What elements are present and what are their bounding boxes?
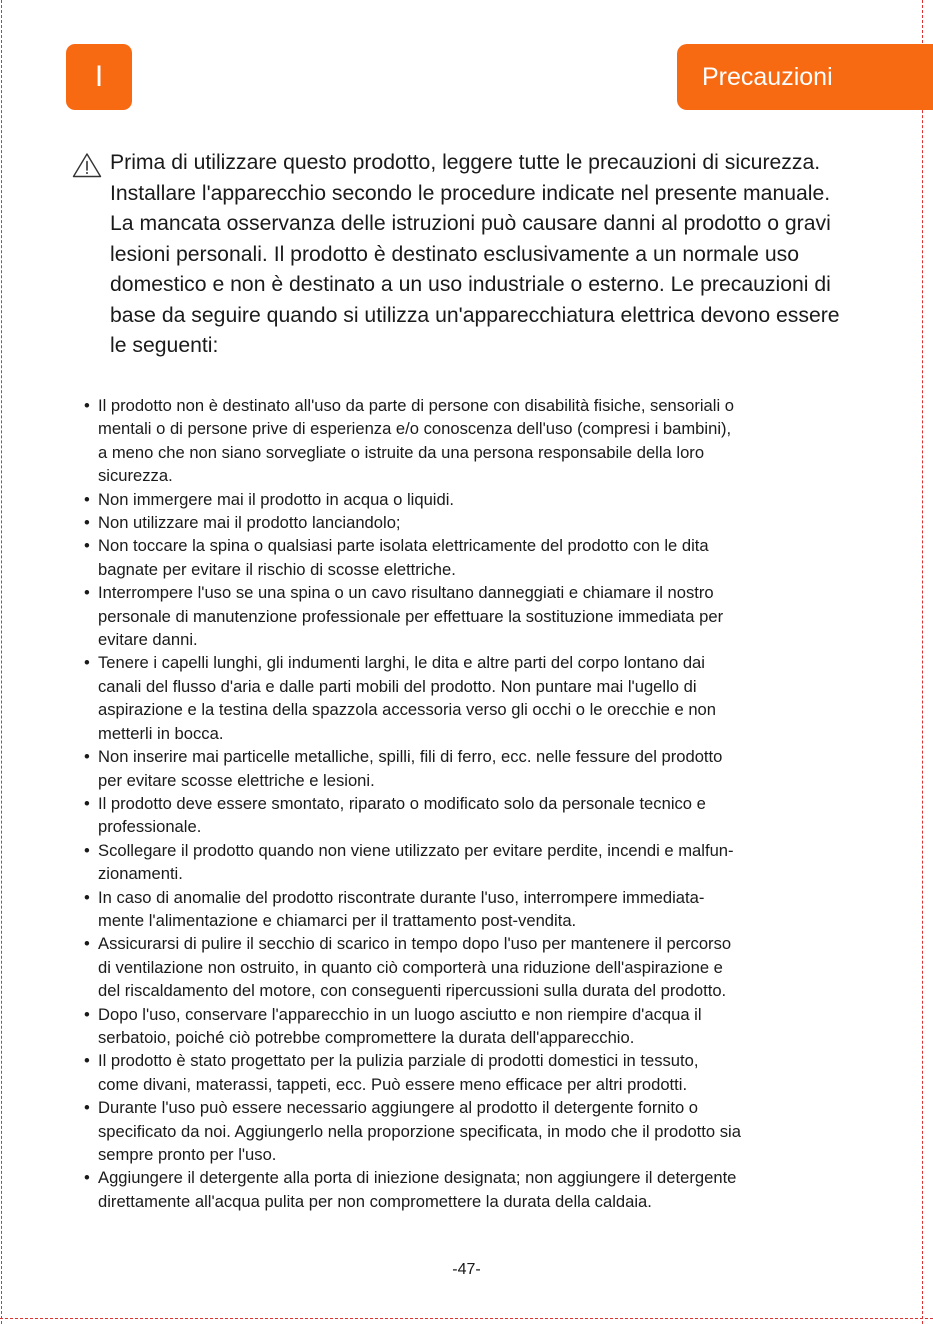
- precaution-item: • Durante l'uso può essere necessario aggiungere al prodotto il detergente fornito o specificato da noi. Aggiungerlo nella proporzione specificata, in modo che il prodotto sia sempre pronto per l'uso.: [84, 1096, 884, 1166]
- precaution-item: • Tenere i capelli lunghi, gli indumenti larghi, le dita e altre parti del corpo lontano dai canali del flusso d'aria e dalle parti mobili del prodotto. Non puntare mai l'ugello di aspirazione e la testina della spazzola accessoria verso gli occhi o le orecchie e non metterli in bocca.: [84, 651, 884, 745]
- intro-paragraph: Prima di utilizzare questo prodotto, leggere tutte le precauzioni di sicurezza. Installare l'apparecchio secondo le procedure indicate nel presente manuale. La mancata osservanza delle istruzioni può causare danni al prodotto o gravi lesioni personali. Il prodotto è destinato esclusivamente a un normale uso domestico e non è destinato a un uso industriale o esterno. Le precauzioni di base da seguire quando si utilizza un'apparecchiatura elettrica devono essere le seguenti:: [110, 151, 840, 357]
- precaution-item: • Il prodotto deve essere smontato, riparato o modificato solo da personale tecnico e professionale.: [84, 792, 884, 839]
- crop-mark-bottom: [0, 1318, 933, 1319]
- page-number: -47-: [452, 1261, 481, 1278]
- safety-intro: [72, 148, 852, 362]
- precaution-item: • Non toccare la spina o qualsiasi parte isolata elettricamente del prodotto con le dita bagnate per evitare il rischio di scosse elettriche.: [84, 534, 884, 581]
- precaution-item: • Non immergere mai il prodotto in acqua o liquidi.: [84, 488, 884, 511]
- section-title: Precauzioni: [702, 62, 833, 91]
- precautions-list: [84, 394, 884, 1213]
- warning-triangle-icon: [72, 152, 102, 178]
- precaution-item: • Non inserire mai particelle metalliche, spilli, fili di ferro, ecc. nelle fessure del prodotto per evitare scosse elettriche e lesioni.: [84, 745, 884, 792]
- precaution-item: • Aggiungere il detergente alla porta di iniezione designata; non aggiungere il detergente direttamente all'acqua pulita per non compromettere la durata della caldaia.: [84, 1166, 884, 1213]
- precaution-item: • Non utilizzare mai il prodotto lanciandolo;: [84, 511, 884, 534]
- precaution-item: • Dopo l'uso, conservare l'apparecchio in un luogo asciutto e non riempire d'acqua il serbatoio, poiché ciò potrebbe compromettere la durata dell'apparecchio.: [84, 1003, 884, 1050]
- section-title-tab: [677, 44, 933, 110]
- precaution-item: • In caso di anomalie del prodotto riscontrate durante l'uso, interrompere immediata- mente l'alimentazione e chiamarci per il trattamento post-vendita.: [84, 886, 884, 933]
- precaution-item: • Il prodotto è stato progettato per la pulizia parziale di prodotti domestici in tessuto, come divani, materassi, tappeti, ecc. Può essere meno efficace per altri prodotti.: [84, 1049, 884, 1096]
- crop-mark-right: [922, 0, 923, 1324]
- precaution-item: • Interrompere l'uso se una spina o un cavo risultano danneggiati e chiamare il nostro personale di manutenzione professionale per effettuare la sostituzione immediata per evitare danni.: [84, 581, 884, 651]
- precaution-item: • Assicurarsi di pulire il secchio di scarico in tempo dopo l'uso per mantenere il percorso di ventilazione non ostruito, in quanto ciò comporterà una riduzione dell'aspirazione e del riscaldamento del motore, con conseguenti ripercussioni sulla durata del prodotto.: [84, 932, 884, 1002]
- section-letter: I: [94, 60, 104, 93]
- section-badge: [66, 44, 132, 110]
- precaution-item: • Il prodotto non è destinato all'uso da parte di persone con disabilità fisiche, sensoriali o mentali o di persone prive di esperienza e/o conoscenza dell'uso (compresi i bambini), a meno che non siano sorvegliate o istruite da una persona responsabile della loro sicurezza.: [84, 394, 884, 488]
- crop-mark-left: [1, 0, 2, 1324]
- precaution-item: • Scollegare il prodotto quando non viene utilizzato per evitare perdite, incendi e malfun- zionamenti.: [84, 839, 884, 886]
